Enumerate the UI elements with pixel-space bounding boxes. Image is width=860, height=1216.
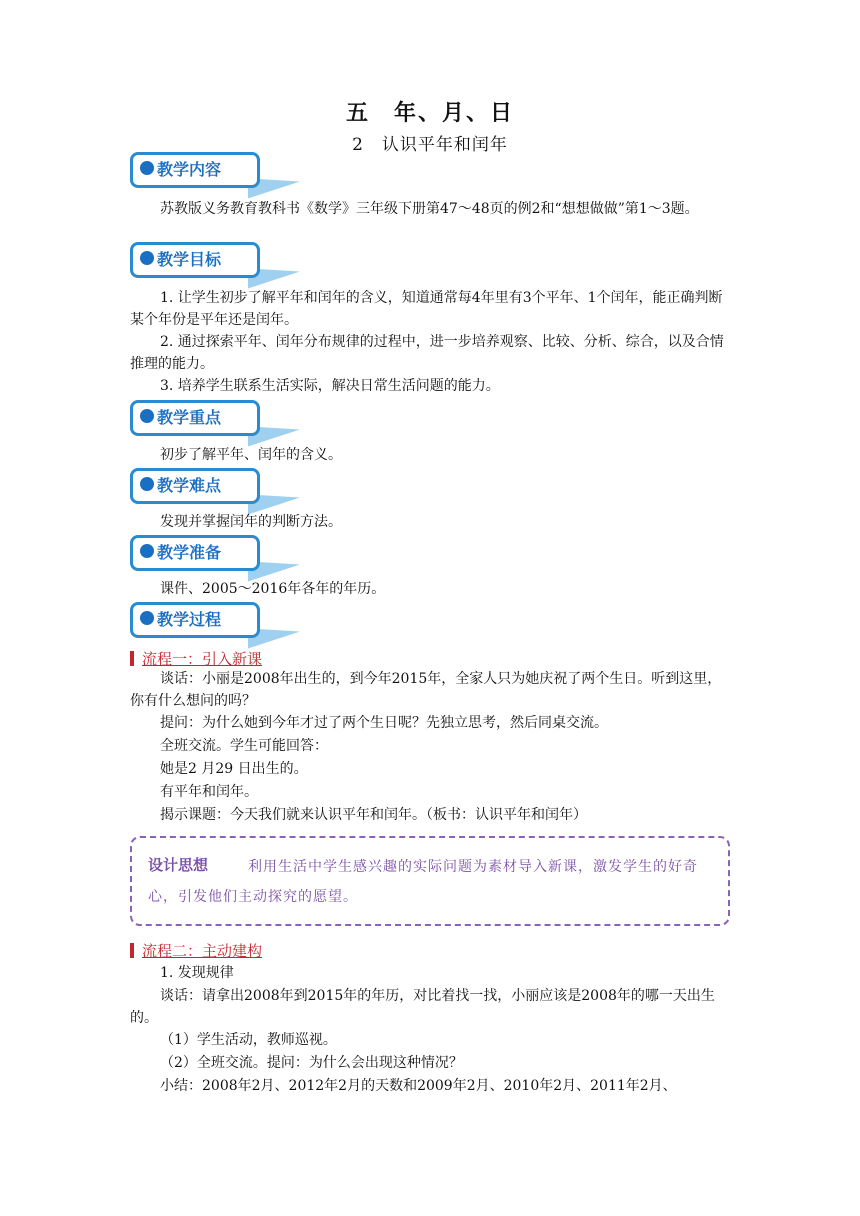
goal-1: 1. 让学生初步了解平年和闰年的含义，知道通常每4年里有3个平年、1个闰年，能正确判断某个年份是平年还是闰年。	[130, 290, 723, 328]
goal-3: 3. 培养学生联系生活实际，解决日常生活问题的能力。	[160, 378, 500, 394]
section-difficulty-header	[130, 468, 300, 512]
flow-2-paragraph: （1）学生活动，教师巡视。	[160, 1032, 337, 1048]
flow-marker	[130, 651, 134, 666]
section-prep-header	[130, 535, 300, 579]
bullet-icon	[140, 251, 154, 265]
flow-1-paragraph: 她是2 月29 日出生的。	[160, 761, 308, 777]
design-idea-box	[130, 836, 730, 926]
flow-2-heading	[130, 940, 262, 961]
goal-2: 2. 通过探索平年、闰年分布规律的过程中，进一步培养观察、比较、分析、综合，以及合情推理的能力。	[130, 334, 724, 372]
content-text: 苏教版义务教育教科书《数学》三年级下册第47～48页的例2和“想想做做”第1～3题。	[160, 201, 699, 217]
bullet-icon	[140, 477, 154, 491]
bullet-icon	[140, 611, 154, 625]
section-label: 教学准备	[157, 543, 222, 562]
section-content-header	[130, 152, 300, 196]
section-process-header	[130, 602, 300, 646]
flow-title: 流程二：主动建构	[142, 942, 263, 960]
flow-1-paragraph: 提问：为什么她到今年才过了两个生日呢？先独立思考，然后同桌交流。	[160, 715, 608, 731]
page-title: 五 年、月、日	[345, 100, 514, 126]
prep-text: 课件、2005～2016年各年的年历。	[160, 581, 386, 597]
flow-1-heading	[130, 648, 262, 669]
flow-2-paragraph: （2）全班交流。提问：为什么会出现这种情况？	[160, 1055, 463, 1071]
flow-1-paragraph: 有平年和闰年。	[160, 784, 258, 800]
flow-1-paragraph: 全班交流。学生可能回答：	[160, 738, 328, 754]
section-label: 教学难点	[157, 476, 222, 495]
bullet-icon	[140, 409, 154, 423]
flow-1-paragraph: 谈话：小丽是2008年出生的，到今年2015年，全家人只为她庆祝了两个生日。听到这里，你有什么想问的吗？	[130, 671, 722, 709]
design-idea-title: 设计思想	[148, 856, 209, 874]
flow-2-paragraph: 小结：2008年2月、2012年2月的天数和2009年2月、2010年2月、2011年2月、	[160, 1078, 677, 1094]
bullet-icon	[140, 544, 154, 558]
flow-marker	[130, 943, 134, 958]
design-idea-text: 利用生活中学生感兴趣的实际问题为素材导入新课，激发学生的好奇心，引发他们主动探究的愿望。	[148, 859, 698, 905]
section-label: 教学过程	[157, 610, 222, 629]
flow-title: 流程一：引入新课	[142, 650, 263, 668]
section-key-header	[130, 400, 300, 444]
flow-2-paragraph: 谈话：请拿出2008年到2015年的年历，对比着找一找，小丽应该是2008年的哪一天出生的。	[130, 988, 715, 1026]
section-label: 教学目标	[157, 250, 222, 269]
flow-2-paragraph: 1. 发现规律	[160, 965, 234, 981]
difficulty-text: 发现并掌握闰年的判断方法。	[160, 514, 342, 530]
bullet-icon	[140, 161, 154, 175]
section-goals-header	[130, 242, 300, 286]
section-label: 教学重点	[157, 408, 222, 427]
section-label: 教学内容	[157, 160, 222, 179]
key-text: 初步了解平年、闰年的含义。	[160, 447, 342, 463]
flow-1-paragraph: 揭示课题：今天我们就来认识平年和闰年。（板书：认识平年和闰年）	[160, 807, 587, 823]
lesson-subtitle: 2 认识平年和闰年	[352, 135, 508, 155]
